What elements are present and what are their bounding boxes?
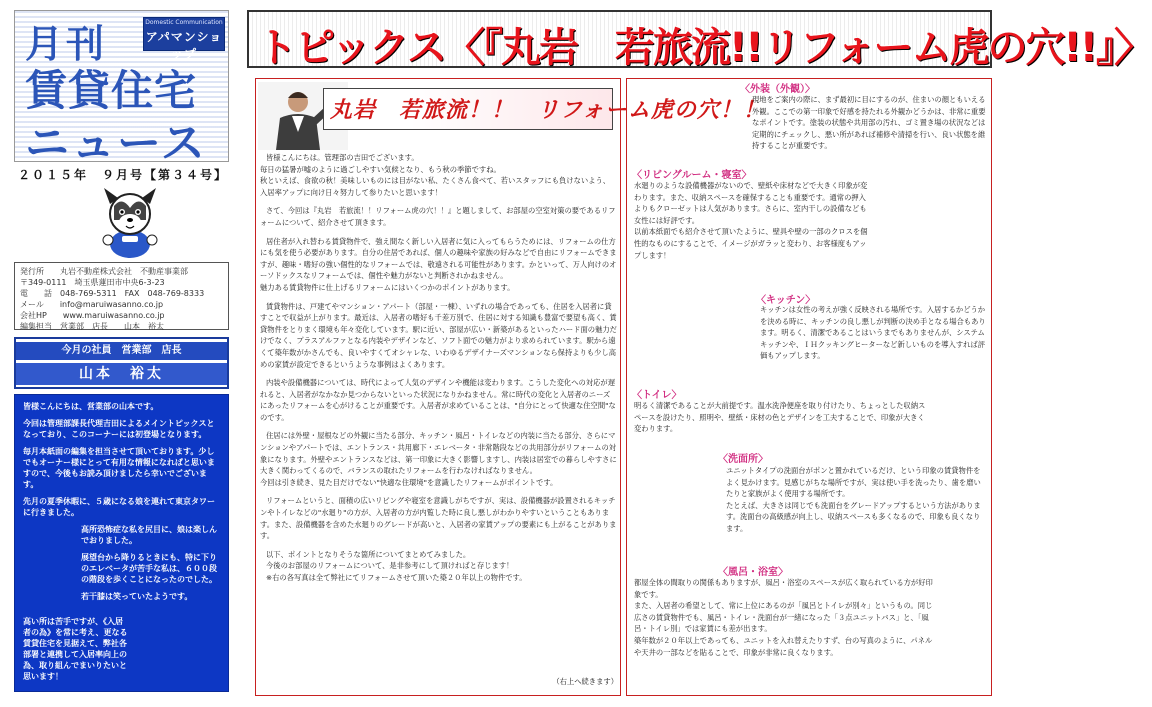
staff-message-paragraph: 今回は管理部課長代理吉田によるメイントピックスとなっており、このコーナーには初登場となります。 xyxy=(23,419,215,439)
staff-name: 山本 裕太 xyxy=(16,363,227,385)
section-body-text: 明るく清潔であることが大前提です。温水洗浄便座を取り付けたり、ちょっとした収納スペースを設けたり、照明や、壁紙・床材の色とデザインを工夫することで、印象が大きく変わります。 xyxy=(634,401,926,434)
section-heading-living: 〈リビングルーム・寝室〉 xyxy=(632,170,752,181)
staff-message-paragraph: 若干膝は笑っていたようです。 xyxy=(81,592,193,601)
article-banner-text: 丸岩 若旅流！！ リフォーム虎の穴！！ xyxy=(330,97,766,123)
section-heading-exterior: 〈外装（外観）〉 xyxy=(740,84,815,95)
publisher-phone: 電 話 048-769-5311 FAX 048-769-8333 xyxy=(20,289,205,298)
article-paragraph: 居住者が入れ替わる賃貸物件で、強え間なく新しい入居者に気に入ってもらうためには、リフォームの仕方にも気を使う必要があります。自分の住居であれば、個人の趣味や家族の好みなどで自由にリフォームできますが、趣味・嗜好の強い個性的なリフォームでは、敬遠される可能性があります。かといって、万人向けのオーソドックスなリフォームでは、個性や魅力がないと判断されかねません。 魅力ある賃貸物件に仕上げるリフォームにはいくつかのポイントがあります。 xyxy=(260,236,617,292)
staff-of-month xyxy=(14,337,229,389)
masthead-line-1: 月刊 xyxy=(25,21,108,66)
staff-message-box xyxy=(14,394,229,692)
staff-title: 今月の社員 営業部 店長 xyxy=(16,342,227,360)
article-paragraph: ※右の各写真は全て弊社にてリフォームさせて頂いた築２０年以上の物件です。 xyxy=(266,573,527,582)
publisher-name: 発行所 丸岩不動産株式会社 不動産事業部 xyxy=(20,267,188,276)
section-body-text: 都屋全体の間取りの関係もありますが、風呂・浴室のスペースが広く取られている方が好印象です。 また、入居者の希望として、常に上位にあるのが「風呂とトイレが別々」というもの。同じ広さの賃貸物件でも、風呂・トイレ・洗面台が一緒になった「３点ユニットバス」と、「風呂・トイレ別」では家賃にも差が出ます。 築年数が２０年以上であっても、ユニットを入れ替えたりすず、台の写真のように、パネルや天井の一部などを貼ることで、印象が非常に良くなります。 xyxy=(634,578,933,657)
article-paragraph: リフォームというと、面積の広いリビングや寝室を意識しがちですが、実は、設備機器が設置されるキッチンやトイレなどの"水廻り"の方が、入居者の方が内覧した時に良し悪しがわかりやすいということもあります。また、設備機器を含めた水廻りのグレードが高いと、入居者の家賃アップの要素にも上がることがあります。 xyxy=(260,496,617,541)
masthead xyxy=(14,10,229,169)
section-body-washroom xyxy=(726,465,986,535)
publisher-website: 会社HP www.maruiwasanno.co.jp xyxy=(20,311,165,320)
section-body-text: ユニットタイプの洗面台がポンと置かれているだけ、という印象の賃貸物件をよく見かけます。見感じがちな場所ですが、実は使い手を洗ったり、歯を磨いたりと家族がよく使用する場所です。 たとえば、大きさは同じでも洗面台をグレードアップするという方法があります。洗面台の高級感が向上し、収納スペースも多くなるので、印象も良くなります。 xyxy=(726,466,981,533)
section-heading-kitchen: 〈キッチン〉 xyxy=(756,295,816,306)
article-body xyxy=(260,152,617,584)
issue-number: ２０１５年 ９月号【第３４号】 xyxy=(18,168,229,182)
section-heading-bath: 〈風呂・浴室〉 xyxy=(718,567,788,578)
mascot-dog-icon xyxy=(70,186,190,258)
section-heading-toilet: 〈トイレ〉 xyxy=(632,390,682,401)
section-body-bath xyxy=(634,577,934,658)
staff-message-paragraph: 高所恐怖症な私を尻目に、娘は楽しんでおりました。 xyxy=(81,525,217,545)
staff-message-paragraph: 展望台から降りるときにも、特に下りのエレベータが苦手な私は、６００段の階段を歩くことになったのでした。 xyxy=(81,553,217,584)
article-paragraph: 内装や設備機器については、時代によって人気のデザインや機能は変わります。こうした変化への対応が遅れると、入居者がなかなか見つからないといった状況になりかねません。常に時代の変化と入居者のニーズにあったリフォームを心がけることが重要です。入居者が求めていることは、"自分にとって快適な住空間"なのです。 xyxy=(260,378,616,422)
article-paragraph: 今後のお部屋のリフォームについて、是非参考にして頂ければと存じます！ xyxy=(266,561,514,571)
article-paragraph: 賃貸物件は、戸建てやマンション・アパート（部屋・一棟）、いずれの場合であっても、住居を入居者に貸すことで収益が上がります。最近は、入居者の嗜好も千差万別で、住居に対する知識も豊富で要望も高く、賃貸物件をとりまく環境も年々変化しています。駅に近い、部屋が広い・新築があるといったハード面の魅力だけでなく、プラスアルファとなる内装やデザインなど、ソフト面での魅力がより求められています。駅から遠くて築年数がかさんでも、良いやすくてオシャレな、いわゆるデザイナーズマンションなら保持よりも少し高めの家賃が設定できるというような事例はよくあります。 xyxy=(260,301,617,369)
publisher-address: 〒349-0111 埼玉県蓮田市中央6-3-23 xyxy=(20,278,165,287)
staff-message-paragraph: 先月の夏季休暇に、５歳になる娘を連れて東京タワーに行きました。 xyxy=(23,497,215,517)
section-body-exterior xyxy=(752,94,986,152)
apamanshop-logo xyxy=(143,17,225,61)
topics-title: トピックス〈『丸岩 若旅流!!リフォーム虎の穴!!』〉 xyxy=(257,25,1152,71)
staff-message-closing: 高い所は苦手ですが、《入居者の為》を常に考え、更なる賃貸住宅を見据えて、弊社各部署と連携して入居率向上の為、取り組んでまいりたいと思います！ xyxy=(23,617,128,681)
section-body-kitchen xyxy=(760,304,986,362)
article-paragraph: 住居には外壁・屋根などの外観に当たる部分、キッチン・風呂・トイレなどの内装に当たる部分、さらにマンションやアパートでは、エントランス・共用廊下・エレベータ・非常階段などの共用部分がリフォームの対象になります。外壁やエントランスなどは、第一印象に大きく影響しますし、内装は居室での暮らしやすさに大きく関わってくるので、バランスの取れたリフォームを行わなければなりません。 今回は引き続き、見た目だけでない"快適な住環境"を意識したリフォームがポイントです。 xyxy=(260,431,617,487)
staff-message-paragraph: 毎月本紙面の編集を担当させて頂いております。少しでもオーナー様にとって有用な情報になればと思いますので、今後もお読み頂けましたら幸いでございます。 xyxy=(23,447,215,489)
section-body-toilet xyxy=(634,400,930,435)
article-banner xyxy=(323,88,766,130)
article-paragraph: 皆様こんにちは。管理部の吉田でございます。 毎日の猛暑が嘘のように過ごしやすい気候となり、もう秋の季節ですね。 秋といえば、食欲の秋！美味しいものには目がない私、たくさん食べて、若いスタッフにも負けないよう、入居率アップに向け日々努力して参りたいと思います！ xyxy=(260,153,611,197)
masthead-line-3: ニュース xyxy=(25,118,207,169)
article-paragraph: さて、今回は『丸岩 若旅流！！リフォーム虎の穴！！』と題しまして、お部屋の空室対策の要であるリフォームについて、紹介させて頂きます。 xyxy=(260,206,616,227)
section-body-text: キッチンは女性の考えが強く反映される場所です。入居するかどうかを決める時に、キッチンの良し悪しが判断の決め手となる場合もあります。明るく、清潔であることはいうまでもありませんが、システムキッチンや、ＩＨクッキングヒーターなど新しいものを導入すれば評価もアップします。 xyxy=(760,305,986,361)
staff-message-paragraph: 皆様こんにちは、営業部の山本です。 xyxy=(23,402,159,411)
masthead-line-2: 賃貸住宅 xyxy=(25,66,198,115)
continued-note: （右上へ続きます） xyxy=(552,677,618,686)
publisher-info xyxy=(14,262,229,330)
article-paragraph: 以下、ポイントとなりそうな箇所についてまとめてみました。 xyxy=(266,549,471,559)
section-body-text: 水廻りのような設備機器がないので、壁紙や床材などで大きく印象が変わります。また、収納スペースを確保することも重要です。通常の押入よりもクローゼットは人気があります。さらに、室内干しの設備なども女性には好評です。 以前本紙面でも紹介させて頂いたように、壁具や壁の一部のクロスを個性的なものにすることで、イメージがガラッと変わり、お客様度もアップします！ xyxy=(634,181,868,260)
section-body-text: 現地をご案内の際に、まず最初に目にするのが、住まいの顔ともいえる外観。ここでの第一印象で好感を持たれる外観かどうかは、非常に重要なポイントです。塗装の状態や共用部の汚れ、ゴミ置き場の状況などは定期的にチェックし、悪い所があれば補修や清掃を行い、良い状態を維持することが重要です。 xyxy=(752,95,986,151)
logo-subtitle: Domestic Communication xyxy=(145,19,223,26)
publisher-editor: 編集担当 営業部 店長 山本 裕太 xyxy=(20,322,164,331)
publisher-email: メール info@maruiwasanno.co.jp xyxy=(20,300,164,309)
topics-header xyxy=(247,10,1152,71)
section-body-living xyxy=(634,180,870,261)
logo-text: アパマンショップ xyxy=(145,30,223,61)
section-heading-washroom: 〈洗面所〉 xyxy=(718,454,768,465)
